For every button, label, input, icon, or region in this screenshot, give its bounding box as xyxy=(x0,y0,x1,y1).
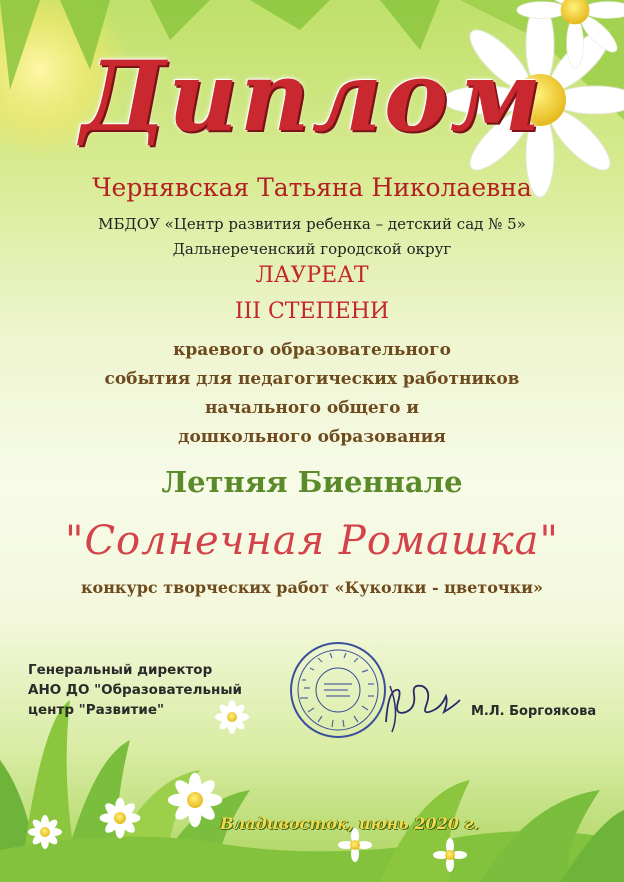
district: Дальнереченский городской округ xyxy=(172,240,452,258)
stamp xyxy=(288,640,388,740)
signer-name: М.Л. Боргоякова xyxy=(471,704,597,719)
recipient-name: Чернявская Татьяна Николаевна xyxy=(92,173,532,202)
event-line: краевого образовательного xyxy=(173,340,451,360)
diploma-title: Диплом xyxy=(80,40,544,153)
event-line: начального общего и xyxy=(204,398,420,418)
contest-name: конкурс творческих работ «Куколки - цветочки» xyxy=(80,578,543,597)
award-degree: III СТЕПЕНИ xyxy=(234,299,390,324)
event-line: события для педагогических работников xyxy=(104,369,520,389)
event-name: Летняя Биеннале xyxy=(161,465,463,499)
event-line: дошкольного образования xyxy=(178,427,446,447)
competition-title: "Солнечная Ромашка" xyxy=(65,518,559,564)
director-line: АНО ДО "Образовательный xyxy=(28,682,243,698)
director-block xyxy=(28,660,242,720)
place-date: Владивосток, июнь 2020 г. xyxy=(220,814,479,833)
signature xyxy=(376,672,466,742)
award-title: ЛАУРЕАТ xyxy=(255,263,369,288)
director-line: Генеральный директор xyxy=(28,662,213,678)
director-line: центр "Развитие" xyxy=(28,702,165,718)
organization: МБДОУ «Центр развития ребенка – детский сад № 5» xyxy=(98,215,526,233)
